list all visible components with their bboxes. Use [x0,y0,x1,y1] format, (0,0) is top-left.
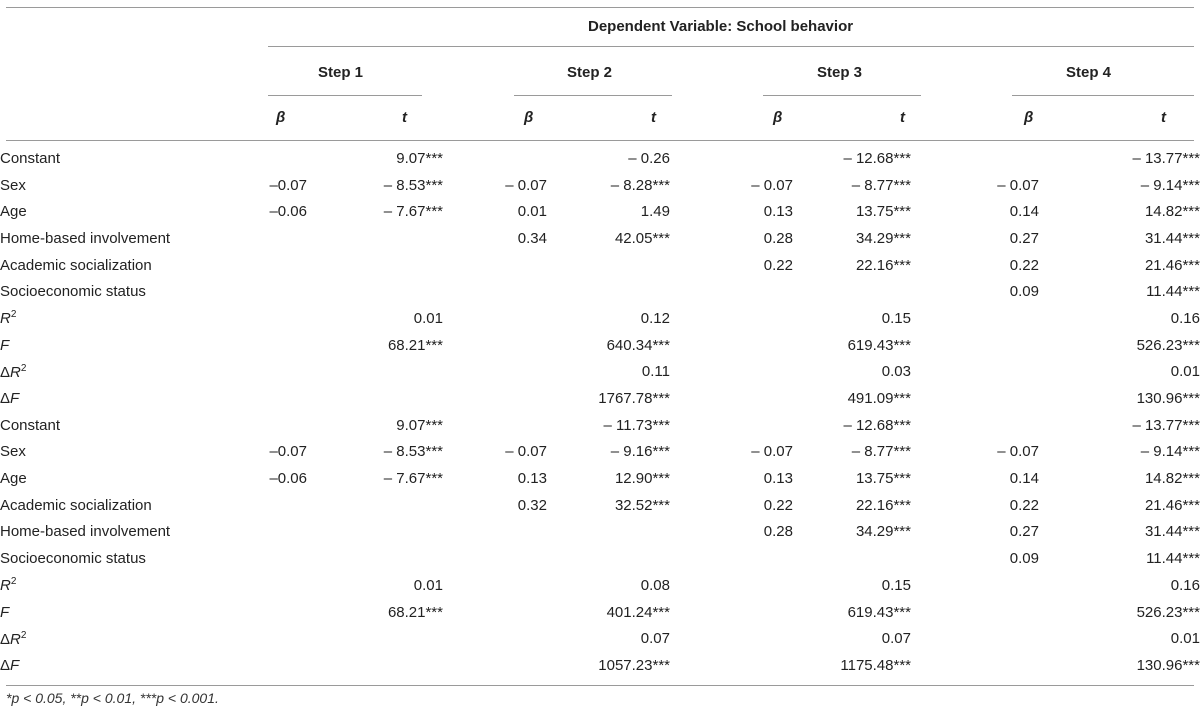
row-label: F [0,603,10,621]
row-label: ΔF [0,656,20,674]
step-1-header: Step 1 [318,64,364,81]
beta-cell-step-4: 0.22 [1009,496,1039,514]
t-cell-step-4: 130.96*** [1136,390,1200,408]
t-cell-step-1: 9.07*** [396,149,443,167]
t-cell-step-4: 130.96*** [1136,656,1200,674]
beta-cell-step-3: – 0.07 [751,443,793,461]
t-cell-step-2: 640.34*** [606,336,670,354]
t-cell-step-1: – 8.53*** [383,176,443,194]
beta-cell-step-1 [250,519,307,546]
beta-cell-step-4: 0.22 [1009,256,1039,274]
t-cell-step-4: 0.16 [1170,576,1200,594]
t-cell-step-4: 31.44*** [1144,523,1200,541]
beta-cell-step-4 [911,145,1039,172]
row-label: Age [0,203,27,221]
beta-cell-step-1 [250,625,307,652]
beta-cell-step-3 [670,412,793,439]
beta-cell-step-3 [670,359,793,386]
t-cell-step-1: 68.21*** [387,603,443,621]
beta-cell-step-2: – 0.07 [505,443,547,461]
beta-cell-step-3 [670,599,793,626]
t-cell-step-2: 32.52*** [614,496,670,514]
header-bottom-rule [6,140,1194,141]
row-label: Constant [0,416,61,434]
beta-cell-step-3 [670,652,793,679]
step-3-beta-header: β [773,109,783,126]
t-cell-step-4: – 13.77*** [1132,149,1200,167]
beta-cell-step-4 [911,359,1039,386]
beta-cell-step-3 [670,545,793,572]
beta-cell-step-4 [911,332,1039,359]
table-row [0,465,1200,492]
t-cell-step-3: 34.29*** [855,229,911,247]
beta-cell-step-2 [443,625,547,652]
t-cell-step-2 [547,519,670,546]
table-row [0,145,1200,172]
t-cell-step-2: 12.90*** [614,470,670,488]
step-4-rule [1012,95,1194,96]
beta-cell-step-1: –0.07 [269,176,307,194]
beta-cell-step-1 [250,332,307,359]
t-cell-step-2: – 8.28*** [610,176,670,194]
table-body [0,145,1200,679]
t-cell-step-3: 0.03 [881,363,911,381]
step-2-t-header: t [651,109,656,126]
t-cell-step-3: 0.15 [881,309,911,327]
step-2-rule [514,95,672,96]
t-cell-step-4: 526.23*** [1136,603,1200,621]
t-cell-step-4: – 13.77*** [1132,416,1200,434]
t-cell-step-4: – 9.14*** [1140,176,1200,194]
t-cell-step-3: 22.16*** [855,256,911,274]
t-cell-step-3: 13.75*** [855,203,911,221]
beta-cell-step-2 [443,359,547,386]
beta-cell-step-3: 0.22 [763,496,793,514]
table-row [0,492,1200,519]
beta-cell-step-4 [911,625,1039,652]
t-cell-step-1 [307,652,443,679]
beta-cell-step-2 [443,278,547,305]
table-row [0,332,1200,359]
beta-cell-step-4: 0.27 [1009,523,1039,541]
beta-cell-step-2: 0.32 [517,496,547,514]
beta-cell-step-4: – 0.07 [997,176,1039,194]
t-cell-step-4: 526.23*** [1136,336,1200,354]
beta-cell-step-1 [250,652,307,679]
row-label: Academic socialization [0,496,152,514]
row-label: Constant [0,149,61,167]
t-cell-step-4: 11.44*** [1146,550,1200,568]
beta-cell-step-3 [670,332,793,359]
t-cell-step-4: 11.44*** [1146,283,1200,301]
t-cell-step-4: 0.01 [1170,363,1200,381]
table-row [0,519,1200,546]
t-cell-step-4: 21.46*** [1144,256,1200,274]
t-cell-step-1: – 7.67*** [383,470,443,488]
beta-cell-step-3 [670,278,793,305]
t-cell-step-1 [307,492,443,519]
step-3-t-header: t [900,109,905,126]
beta-cell-step-2: 0.13 [517,470,547,488]
beta-cell-step-3: 0.13 [763,203,793,221]
table-row [0,439,1200,466]
beta-cell-step-3: 0.28 [763,523,793,541]
beta-cell-step-2 [443,652,547,679]
step-4-header: Step 4 [1066,64,1112,81]
beta-cell-step-1 [250,359,307,386]
t-cell-step-1 [307,359,443,386]
beta-cell-step-4: 0.14 [1009,203,1039,221]
table-row [0,652,1200,679]
beta-cell-step-1 [250,145,307,172]
beta-cell-step-1 [250,545,307,572]
bottom-rule [6,685,1194,686]
t-cell-step-2: 401.24*** [606,603,670,621]
beta-cell-step-4: 0.09 [1009,550,1039,568]
beta-cell-step-2: – 0.07 [505,176,547,194]
step-4-t-header: t [1161,109,1166,126]
row-label: $\Delta R^2$ [0,629,27,648]
significance-footnote: *p < 0.05, **p < 0.01, ***p < 0.001. [6,690,219,706]
beta-cell-step-1 [250,305,307,332]
beta-cell-step-2 [443,545,547,572]
beta-cell-step-4: – 0.07 [997,443,1039,461]
beta-cell-step-4 [911,572,1039,599]
beta-cell-step-2 [443,572,547,599]
beta-cell-step-1: –0.06 [269,203,307,221]
beta-cell-step-1: –0.06 [269,470,307,488]
step-3-rule [763,95,921,96]
t-cell-step-1: – 8.53*** [383,443,443,461]
table-row [0,359,1200,386]
t-cell-step-2: 0.11 [641,363,670,381]
step-2-beta-header: β [524,109,534,126]
beta-cell-step-4 [911,305,1039,332]
t-cell-step-2: 42.05*** [614,229,670,247]
beta-cell-step-3: – 0.07 [751,176,793,194]
dependent-variable-header: Dependent Variable: School behavior [588,18,854,35]
top-rule [6,7,1194,8]
beta-cell-step-4 [911,412,1039,439]
beta-cell-step-3 [670,385,793,412]
step-2-header: Step 2 [567,64,613,81]
table-row [0,198,1200,225]
t-cell-step-4: – 9.14*** [1140,443,1200,461]
beta-cell-step-2 [443,519,547,546]
t-cell-step-1 [307,545,443,572]
beta-cell-step-2 [443,412,547,439]
beta-cell-step-1 [250,412,307,439]
t-cell-step-4: 14.82*** [1144,203,1200,221]
beta-cell-step-4: 0.14 [1009,470,1039,488]
t-cell-step-2: 0.07 [640,630,670,648]
beta-cell-step-4 [911,652,1039,679]
row-label: Socioeconomic status [0,283,146,301]
t-cell-step-1: 9.07*** [396,416,443,434]
beta-cell-step-3 [670,305,793,332]
table-row [0,305,1200,332]
t-cell-step-1 [307,225,443,252]
t-cell-step-3: 619.43*** [847,336,911,354]
table-row [0,225,1200,252]
t-cell-step-1: 0.01 [413,576,443,594]
table-row [0,412,1200,439]
beta-cell-step-3: 0.28 [763,229,793,247]
step-3-header: Step 3 [817,64,863,81]
beta-cell-step-2: 0.34 [517,229,547,247]
t-cell-step-1 [307,519,443,546]
beta-cell-step-1 [250,492,307,519]
table-row [0,172,1200,199]
t-cell-step-3: 1175.48*** [840,656,911,674]
table-row [0,545,1200,572]
beta-cell-step-2 [443,385,547,412]
t-cell-step-2: 1057.23*** [598,656,670,674]
regression-table [0,145,1200,679]
row-label: Sex [0,176,26,194]
beta-cell-step-3: 0.13 [763,470,793,488]
t-cell-step-1 [307,625,443,652]
t-cell-step-1: 0.01 [413,309,443,327]
beta-cell-step-4: 0.27 [1009,229,1039,247]
table-row [0,625,1200,652]
t-cell-step-2: – 0.26 [628,149,670,167]
t-cell-step-3: 0.07 [881,630,911,648]
row-label: $\Delta R^2$ [0,362,27,381]
beta-cell-step-4: 0.09 [1009,283,1039,301]
t-cell-step-2 [547,252,670,279]
beta-cell-step-2 [443,305,547,332]
t-cell-step-3 [793,545,911,572]
beta-cell-step-3 [670,572,793,599]
step-1-beta-header: β [276,109,286,126]
t-cell-step-2 [547,545,670,572]
table-row [0,278,1200,305]
beta-cell-step-2 [443,332,547,359]
t-cell-step-1 [307,385,443,412]
beta-cell-step-2 [443,252,547,279]
row-label: ΔF [0,390,20,408]
t-cell-step-3: 619.43*** [847,603,911,621]
t-cell-step-2: 1767.78*** [598,390,670,408]
table-row [0,385,1200,412]
row-label: Academic socialization [0,256,152,274]
row-label: Home-based involvement [0,229,171,247]
t-cell-step-3: – 12.68*** [843,416,911,434]
t-cell-step-2: – 9.16*** [610,443,670,461]
row-label: F [0,336,10,354]
beta-cell-step-3 [670,145,793,172]
beta-cell-step-1 [250,572,307,599]
t-cell-step-3: – 8.77*** [851,176,911,194]
t-cell-step-3: 0.15 [881,576,911,594]
t-cell-step-1 [307,252,443,279]
t-cell-step-3 [793,278,911,305]
beta-cell-step-3: 0.22 [763,256,793,274]
t-cell-step-2: 1.49 [640,203,670,221]
t-cell-step-3: 22.16*** [855,496,911,514]
row-label: Sex [0,443,26,461]
row-label: Home-based involvement [0,523,171,541]
row-label: Socioeconomic status [0,550,146,568]
table-row [0,599,1200,626]
t-cell-step-3: 13.75*** [855,470,911,488]
t-cell-step-4: 0.01 [1170,630,1200,648]
beta-cell-step-1 [250,225,307,252]
t-cell-step-4: 21.46*** [1144,496,1200,514]
row-label: $R^2$ [0,576,17,595]
beta-cell-step-1 [250,252,307,279]
t-cell-step-4: 14.82*** [1144,470,1200,488]
beta-cell-step-4 [911,385,1039,412]
t-cell-step-4: 31.44*** [1144,229,1200,247]
beta-cell-step-1: –0.07 [269,443,307,461]
row-label: $R^2$ [0,309,17,328]
row-label: Age [0,470,27,488]
t-cell-step-1: 68.21*** [387,336,443,354]
beta-cell-step-3 [670,625,793,652]
t-cell-step-4: 0.16 [1170,309,1200,327]
t-cell-step-2: – 11.73*** [603,416,670,434]
dependent-variable-rule [268,46,1194,47]
t-cell-step-1: – 7.67*** [383,203,443,221]
beta-cell-step-2 [443,145,547,172]
beta-cell-step-2 [443,599,547,626]
t-cell-step-3: – 8.77*** [851,443,911,461]
t-cell-step-3: 491.09*** [847,390,911,408]
step-1-rule [268,95,422,96]
t-cell-step-3: – 12.68*** [843,149,911,167]
beta-cell-step-2: 0.01 [517,203,547,221]
step-4-beta-header: β [1024,109,1034,126]
beta-cell-step-1 [250,599,307,626]
beta-cell-step-1 [250,385,307,412]
t-cell-step-2 [547,278,670,305]
t-cell-step-2: 0.12 [640,309,670,327]
t-cell-step-2: 0.08 [640,576,670,594]
beta-cell-step-1 [250,278,307,305]
t-cell-step-1 [307,278,443,305]
t-cell-step-3: 34.29*** [855,523,911,541]
step-1-t-header: t [402,109,407,126]
table-row [0,252,1200,279]
beta-cell-step-4 [911,599,1039,626]
table-row [0,572,1200,599]
